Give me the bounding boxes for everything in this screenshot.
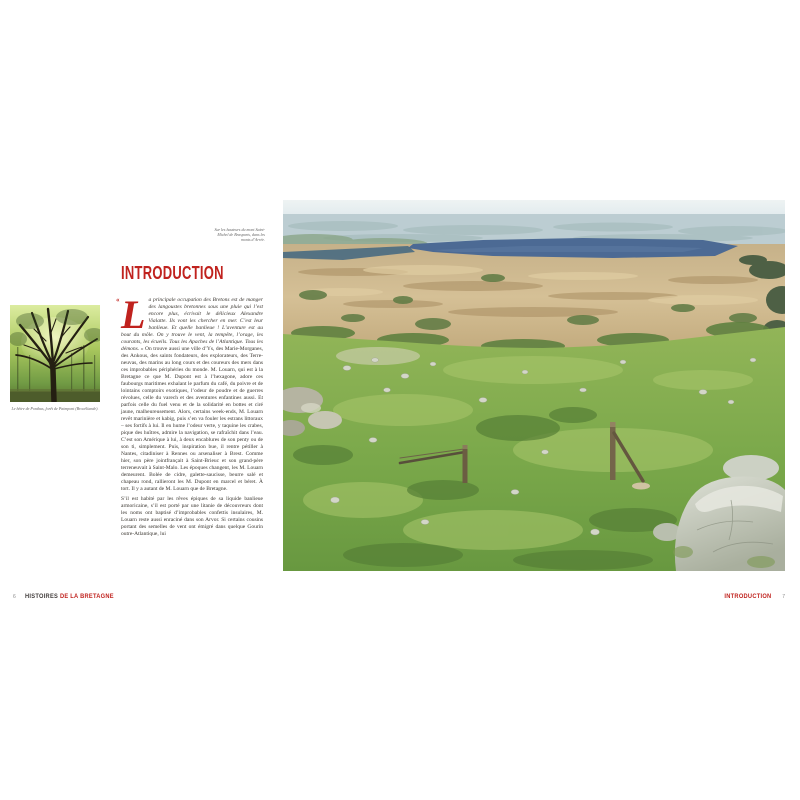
- landscape-photo: [283, 200, 785, 571]
- right-page-number: 7: [782, 594, 785, 600]
- right-running-title: INTRODUCTION: [724, 593, 772, 600]
- left-running-title: HISTOIRES DE LA BRETAGNE: [24, 593, 114, 600]
- intro-text-column: [121, 292, 263, 538]
- tree-photo: [10, 305, 100, 402]
- vialatte-quote: a principale occupation des Bretons est de manger des langoustes bretonnes sous une pluie qui l’est encore plus, écrivait le délicieux Alexandre Vialatte. Ils vont les chercher en mer. C’est leur banlieue. Et quelle banlieue ! L’aventure est au bout du môle. On y trouve le vent, la tempête, l’orage, les courants, les écueils. Tous les Apaches de l’Atlantique. Tous les démons. »: [121, 297, 263, 352]
- opening-guillemet: «: [116, 296, 120, 304]
- page-title: INTRODUCTION: [121, 263, 224, 283]
- left-page-number: 6: [13, 594, 16, 600]
- intro-paragraph-1: [121, 292, 263, 493]
- intro-paragraph-2: S’il est habité par les rêves épiques de sa liquide banlieue armoricaine, s’il est porté par une litanie de découvreurs dont les noms ont baptisé d’improbables confettis insulaires, M. Louarn reste aussi enraciné dans son Arvor. Si certains cousins portant des semelles de vent ont émigré dans quelque Gourin outre-Atlantique, lui: [121, 496, 263, 537]
- tree-photo-caption: Le hêtre de Ponthus, forêt de Paimpont (Brocéliande).: [11, 406, 99, 411]
- left-running-footer: [13, 593, 126, 600]
- drop-cap: L: [121, 292, 146, 337]
- landscape-photo-caption: Sur les hauteurs du mont Saint-Michel de Brasparts, dans les monts d’Arrée.: [214, 227, 265, 243]
- paragraph-1-continuation: On trouve aussi une ville d’Ys, des Marie-Morganes, des Ankous, des saints fondateurs, des explorateurs, des Terre-neuvas, des marins au long cours et des coureurs des mers dans ces improbables périphéries du monde. M. Louarn, qui est à la Bretagne ce que M. Dupont est à l’hexagone, adore ces faubourgs maritimes exhalant le parfum du café, du poivre et de lointains comptoirs exotiques, l’odeur de poudre et de guerres révolues, celle du varech et des aventures enfantines aussi. Et parfois celle du fuel venu et de la solidarité en bottes et ciré jaune, malheureusement. Alors, certains week-ends, M. Louarn revêt marinière et kabig, puis s’en va fouler les estrans littoraux – ses fortifs à lui. Il en hume l’odeur verte, y taquine les crabes, pique des huîtres, admire la navigation, se rafraîchit dans l’eau. C’est son Amérique à lui, à deux encablures de son penty ou de son ti, simplement. Puis, inspiration bue, il rentre pétiller à Nantes, citadiniser à Rennes ou arsenaliser à Brest. Comme hier, son père jointfrançait à Saint-Brieuc et son grand-père terreneuvait à Saint-Malo. Les époques changent, les M. Louarn demeurent. Bolée de cidre, galette-saucisse, beurre salé et chapeau rond, rallieront les M. Dupont en marcel et béret. À tort. Il y a autant de M. Louarn que de Bretagne.: [121, 346, 263, 492]
- right-running-footer: [718, 593, 785, 600]
